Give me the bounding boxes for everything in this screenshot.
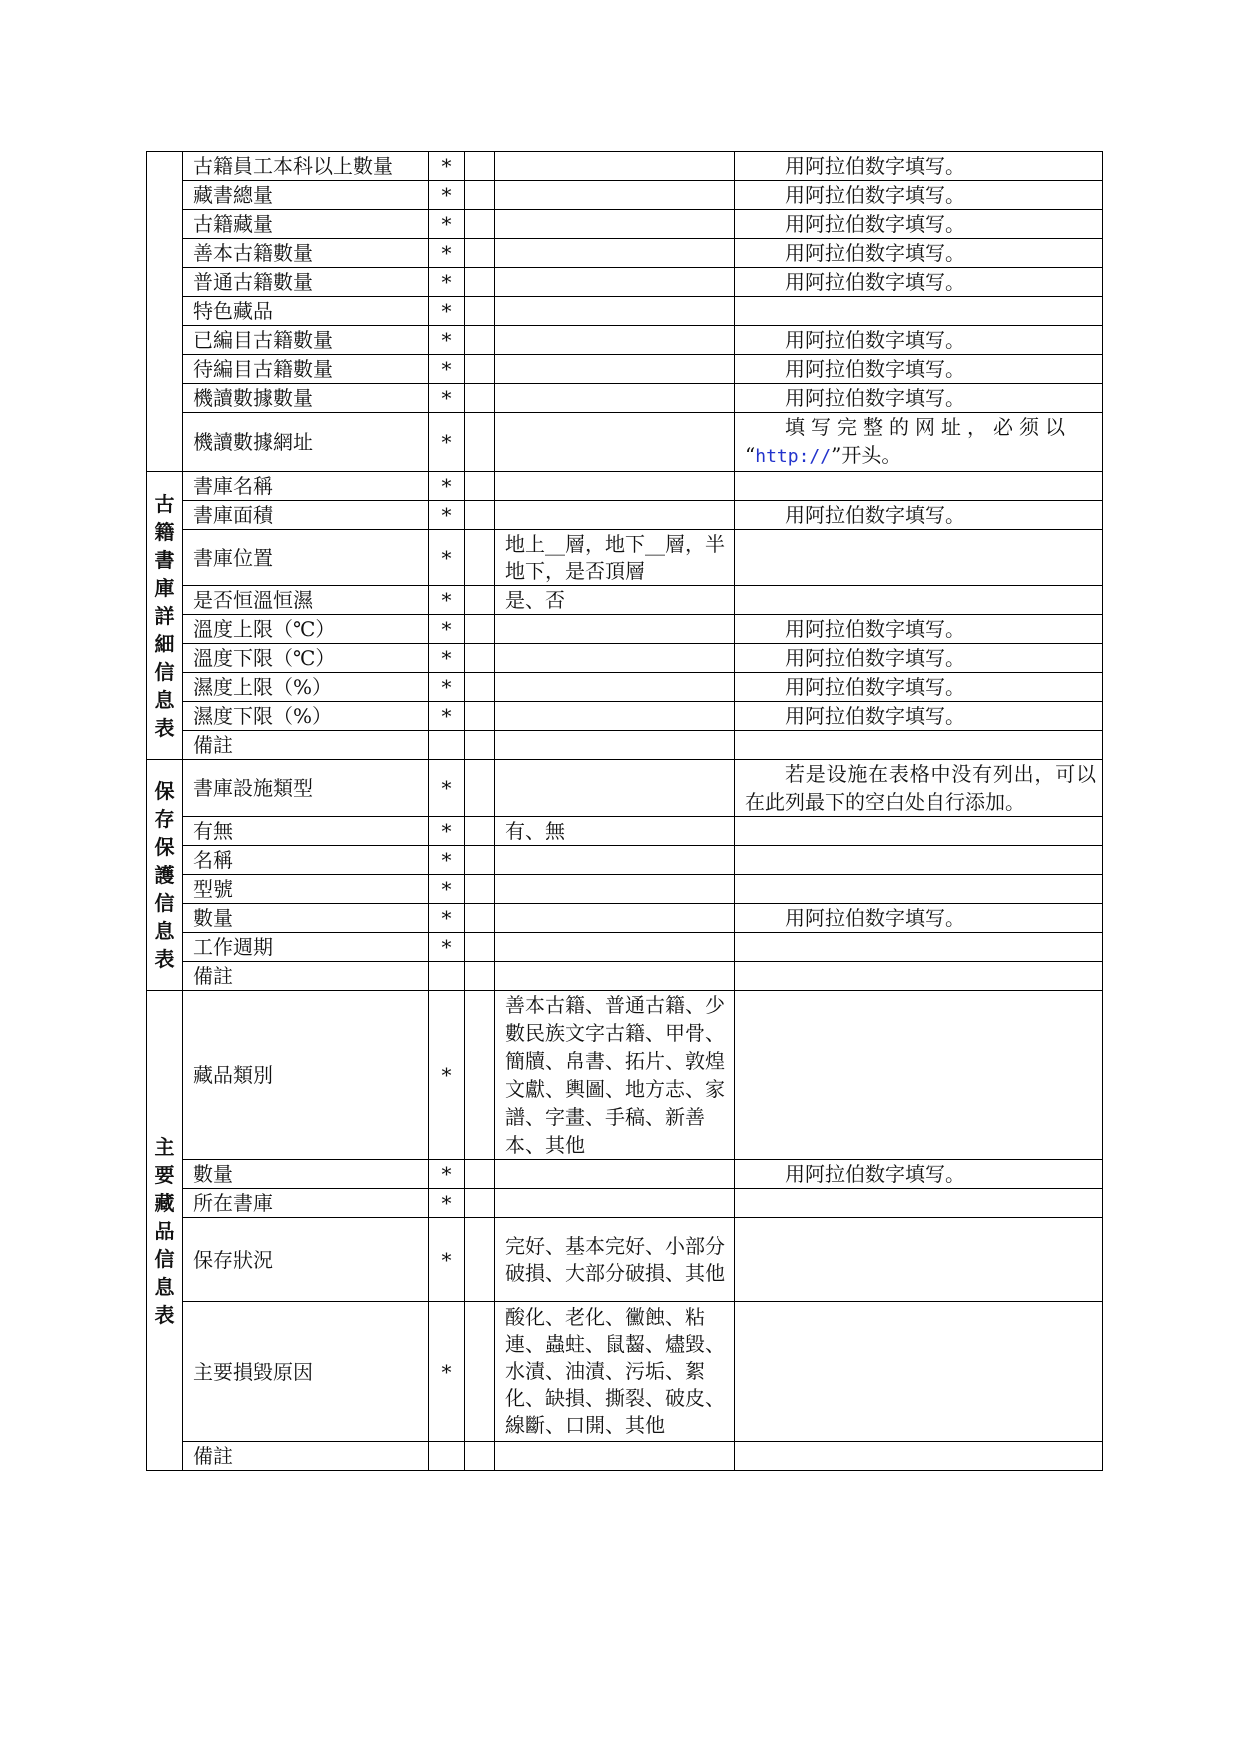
required-mark: * — [429, 933, 465, 962]
options-cell[interactable] — [495, 210, 735, 239]
flag-cell[interactable] — [465, 268, 495, 297]
table-row — [147, 1160, 1103, 1189]
flag-cell[interactable] — [465, 1160, 495, 1189]
required-mark: * — [429, 268, 465, 297]
required-mark: * — [429, 239, 465, 268]
flag-cell[interactable] — [465, 933, 495, 962]
field-label: 溫度上限（℃） — [183, 615, 429, 644]
options-cell[interactable] — [495, 731, 735, 760]
note-cell: 用阿拉伯数字填写。 — [735, 384, 1103, 413]
note-cell — [735, 413, 1103, 472]
table-row — [147, 326, 1103, 355]
note-cell — [735, 962, 1103, 991]
field-label: 主要損毀原因 — [183, 1302, 429, 1442]
field-label: 所在書庫 — [183, 1189, 429, 1218]
table-row — [147, 904, 1103, 933]
options-cell[interactable]: 有、無 — [495, 817, 735, 846]
flag-cell[interactable] — [465, 181, 495, 210]
note-cell — [735, 991, 1103, 1160]
required-mark: * — [429, 530, 465, 586]
field-label: 普通古籍數量 — [183, 268, 429, 297]
field-label: 數量 — [183, 1160, 429, 1189]
options-cell[interactable] — [495, 904, 735, 933]
field-label: 溫度下限（℃） — [183, 644, 429, 673]
note-cell: 用阿拉伯数字填写。 — [735, 268, 1103, 297]
flag-cell[interactable] — [465, 501, 495, 530]
options-cell[interactable] — [495, 181, 735, 210]
required-mark: * — [429, 760, 465, 817]
flag-cell[interactable] — [465, 904, 495, 933]
flag-cell[interactable] — [465, 413, 495, 472]
note-cell: 用阿拉伯数字填写。 — [735, 210, 1103, 239]
flag-cell[interactable] — [465, 239, 495, 268]
table-row — [147, 875, 1103, 904]
flag-cell[interactable] — [465, 962, 495, 991]
table-row — [147, 181, 1103, 210]
flag-cell[interactable] — [465, 384, 495, 413]
note-cell: 用阿拉伯数字填写。 — [735, 355, 1103, 384]
table-row — [147, 846, 1103, 875]
options-cell[interactable] — [495, 1442, 735, 1471]
options-cell[interactable] — [495, 1160, 735, 1189]
table-row — [147, 991, 1103, 1160]
required-mark: * — [429, 501, 465, 530]
note-cell — [735, 297, 1103, 326]
field-label: 古籍員工本科以上數量 — [183, 152, 429, 181]
note-cell — [735, 933, 1103, 962]
field-label: 保存狀況 — [183, 1218, 429, 1302]
field-label: 已編目古籍數量 — [183, 326, 429, 355]
required-mark: * — [429, 384, 465, 413]
options-cell[interactable] — [495, 326, 735, 355]
required-mark: * — [429, 1160, 465, 1189]
table-row — [147, 1189, 1103, 1218]
options-cell[interactable] — [495, 875, 735, 904]
note-cell: 用阿拉伯数字填写。 — [735, 904, 1103, 933]
url-note-line1: 填写完整的网址，必须以 — [785, 415, 1071, 439]
options-cell[interactable] — [495, 702, 735, 731]
note-cell: 用阿拉伯数字填写。 — [735, 673, 1103, 702]
options-cell[interactable] — [495, 615, 735, 644]
field-label: 名稱 — [183, 846, 429, 875]
required-mark: * — [429, 615, 465, 644]
flag-cell[interactable] — [465, 297, 495, 326]
field-label: 書庫面積 — [183, 501, 429, 530]
note-cell: 用阿拉伯数字填写。 — [735, 501, 1103, 530]
options-cell[interactable] — [495, 472, 735, 501]
field-label: 古籍藏量 — [183, 210, 429, 239]
required-mark: * — [429, 355, 465, 384]
note-cell: 用阿拉伯数字填写。 — [735, 181, 1103, 210]
flag-cell[interactable] — [465, 731, 495, 760]
options-cell[interactable]: 地上__層，地下__層，半地下，是否頂層 — [495, 530, 735, 586]
note-cell: 若是设施在表格中没有列出，可以在此列最下的空白处自行添加。 — [735, 760, 1103, 817]
note-cell — [735, 586, 1103, 615]
table-row — [147, 1442, 1103, 1471]
required-mark — [429, 962, 465, 991]
flag-cell[interactable] — [465, 530, 495, 586]
form-table — [146, 151, 1103, 1471]
required-mark: * — [429, 702, 465, 731]
flag-cell[interactable] — [465, 1189, 495, 1218]
flag-cell[interactable] — [465, 875, 495, 904]
required-mark: * — [429, 991, 465, 1160]
options-cell[interactable] — [495, 239, 735, 268]
note-cell — [735, 731, 1103, 760]
field-label: 書庫名稱 — [183, 472, 429, 501]
options-cell[interactable] — [495, 846, 735, 875]
options-cell[interactable] — [495, 962, 735, 991]
note-cell — [735, 1189, 1103, 1218]
note-cell — [735, 817, 1103, 846]
field-label: 待編目古籍數量 — [183, 355, 429, 384]
field-label: 書庫設施類型 — [183, 760, 429, 817]
note-cell — [735, 1302, 1103, 1442]
table-row — [147, 817, 1103, 846]
table-row — [147, 355, 1103, 384]
required-mark: * — [429, 1189, 465, 1218]
note-cell — [735, 1218, 1103, 1302]
flag-cell[interactable] — [465, 152, 495, 181]
options-cell[interactable] — [495, 384, 735, 413]
note-cell — [735, 472, 1103, 501]
section-label: 古籍書庫詳細信息表 — [147, 472, 183, 760]
field-label: 型號 — [183, 875, 429, 904]
required-mark: * — [429, 210, 465, 239]
field-label: 機讀數據數量 — [183, 384, 429, 413]
table-row — [147, 501, 1103, 530]
required-mark: * — [429, 817, 465, 846]
note-cell: 用阿拉伯数字填写。 — [735, 702, 1103, 731]
required-mark: * — [429, 326, 465, 355]
flag-cell[interactable] — [465, 210, 495, 239]
url-example: http:// — [755, 446, 832, 467]
field-label: 藏書總量 — [183, 181, 429, 210]
url-note-line2: “http://”开头。 — [745, 443, 902, 467]
table-row — [147, 384, 1103, 413]
required-mark: * — [429, 644, 465, 673]
flag-cell[interactable] — [465, 615, 495, 644]
options-cell[interactable] — [495, 413, 735, 472]
table-row — [147, 673, 1103, 702]
field-label: 備註 — [183, 962, 429, 991]
field-label: 工作週期 — [183, 933, 429, 962]
section-label: 保存保護信息表 — [147, 760, 183, 991]
flag-cell[interactable] — [465, 326, 495, 355]
note-cell — [735, 530, 1103, 586]
required-mark: * — [429, 586, 465, 615]
options-cell[interactable] — [495, 268, 735, 297]
note-cell — [735, 846, 1103, 875]
options-cell[interactable]: 善本古籍、普通古籍、少數民族文字古籍、甲骨、簡牘、帛書、拓片、敦煌文獻、輿圖、地方志、家譜、字畫、手稿、新善本、其他 — [495, 991, 735, 1160]
options-cell[interactable] — [495, 673, 735, 702]
required-mark: * — [429, 297, 465, 326]
field-label: 數量 — [183, 904, 429, 933]
flag-cell[interactable] — [465, 846, 495, 875]
table-row — [147, 760, 1103, 817]
required-mark — [429, 731, 465, 760]
table-row — [147, 644, 1103, 673]
options-cell[interactable] — [495, 933, 735, 962]
field-label: 書庫位置 — [183, 530, 429, 586]
table-row — [147, 933, 1103, 962]
options-cell[interactable]: 完好、基本完好、小部分破損、大部分破損、其他 — [495, 1218, 735, 1302]
flag-cell[interactable] — [465, 760, 495, 817]
table-row — [147, 210, 1103, 239]
options-cell[interactable] — [495, 1189, 735, 1218]
required-mark: * — [429, 904, 465, 933]
table-row — [147, 239, 1103, 268]
note-cell: 用阿拉伯数字填写。 — [735, 152, 1103, 181]
note-cell: 用阿拉伯数字填写。 — [735, 644, 1103, 673]
field-label: 善本古籍數量 — [183, 239, 429, 268]
flag-cell[interactable] — [465, 673, 495, 702]
field-label: 濕度上限（%） — [183, 673, 429, 702]
table-row — [147, 268, 1103, 297]
options-cell[interactable]: 是、否 — [495, 586, 735, 615]
options-cell[interactable] — [495, 501, 735, 530]
required-mark: * — [429, 152, 465, 181]
options-cell[interactable]: 酸化、老化、黴蝕、粘連、蟲蛀、鼠齧、燼毀、水漬、油漬、污垢、絮化、缺損、撕裂、破皮、線斷、口開、其他 — [495, 1302, 735, 1442]
table-row — [147, 615, 1103, 644]
note-cell — [735, 875, 1103, 904]
flag-cell[interactable] — [465, 817, 495, 846]
table-row — [147, 962, 1103, 991]
table-row — [147, 152, 1103, 181]
flag-cell[interactable] — [465, 1218, 495, 1302]
flag-cell[interactable] — [465, 586, 495, 615]
flag-cell[interactable] — [465, 644, 495, 673]
flag-cell[interactable] — [465, 702, 495, 731]
note-cell: 用阿拉伯数字填写。 — [735, 1160, 1103, 1189]
required-mark: * — [429, 413, 465, 472]
options-cell[interactable] — [495, 355, 735, 384]
table-row — [147, 1218, 1103, 1302]
field-label: 特色藏品 — [183, 297, 429, 326]
table-row — [147, 586, 1103, 615]
flag-cell[interactable] — [465, 1302, 495, 1442]
flag-cell[interactable] — [465, 991, 495, 1160]
note-cell: 用阿拉伯数字填写。 — [735, 326, 1103, 355]
section-label — [147, 152, 183, 472]
required-mark: * — [429, 472, 465, 501]
table-row — [147, 1302, 1103, 1442]
section-label: 主要藏品信息表 — [147, 991, 183, 1471]
field-label: 備註 — [183, 731, 429, 760]
table-row — [147, 731, 1103, 760]
table-row — [147, 530, 1103, 586]
required-mark: * — [429, 181, 465, 210]
field-label: 濕度下限（%） — [183, 702, 429, 731]
field-label: 機讀數據網址 — [183, 413, 429, 472]
field-label: 藏品類別 — [183, 991, 429, 1160]
field-label: 是否恒溫恒濕 — [183, 586, 429, 615]
required-mark — [429, 1442, 465, 1471]
table-row — [147, 702, 1103, 731]
flag-cell[interactable] — [465, 472, 495, 501]
note-cell: 用阿拉伯数字填写。 — [735, 615, 1103, 644]
flag-cell[interactable] — [465, 355, 495, 384]
field-label: 有無 — [183, 817, 429, 846]
options-cell[interactable] — [495, 760, 735, 817]
required-mark: * — [429, 1218, 465, 1302]
required-mark: * — [429, 846, 465, 875]
required-mark: * — [429, 875, 465, 904]
options-cell[interactable] — [495, 297, 735, 326]
options-cell[interactable] — [495, 152, 735, 181]
note-cell — [735, 1442, 1103, 1471]
options-cell[interactable] — [495, 644, 735, 673]
note-cell: 用阿拉伯数字填写。 — [735, 239, 1103, 268]
required-mark: * — [429, 673, 465, 702]
table-row — [147, 297, 1103, 326]
field-label: 備註 — [183, 1442, 429, 1471]
flag-cell[interactable] — [465, 1442, 495, 1471]
table-row — [147, 472, 1103, 501]
required-mark: * — [429, 1302, 465, 1442]
table-row — [147, 413, 1103, 472]
